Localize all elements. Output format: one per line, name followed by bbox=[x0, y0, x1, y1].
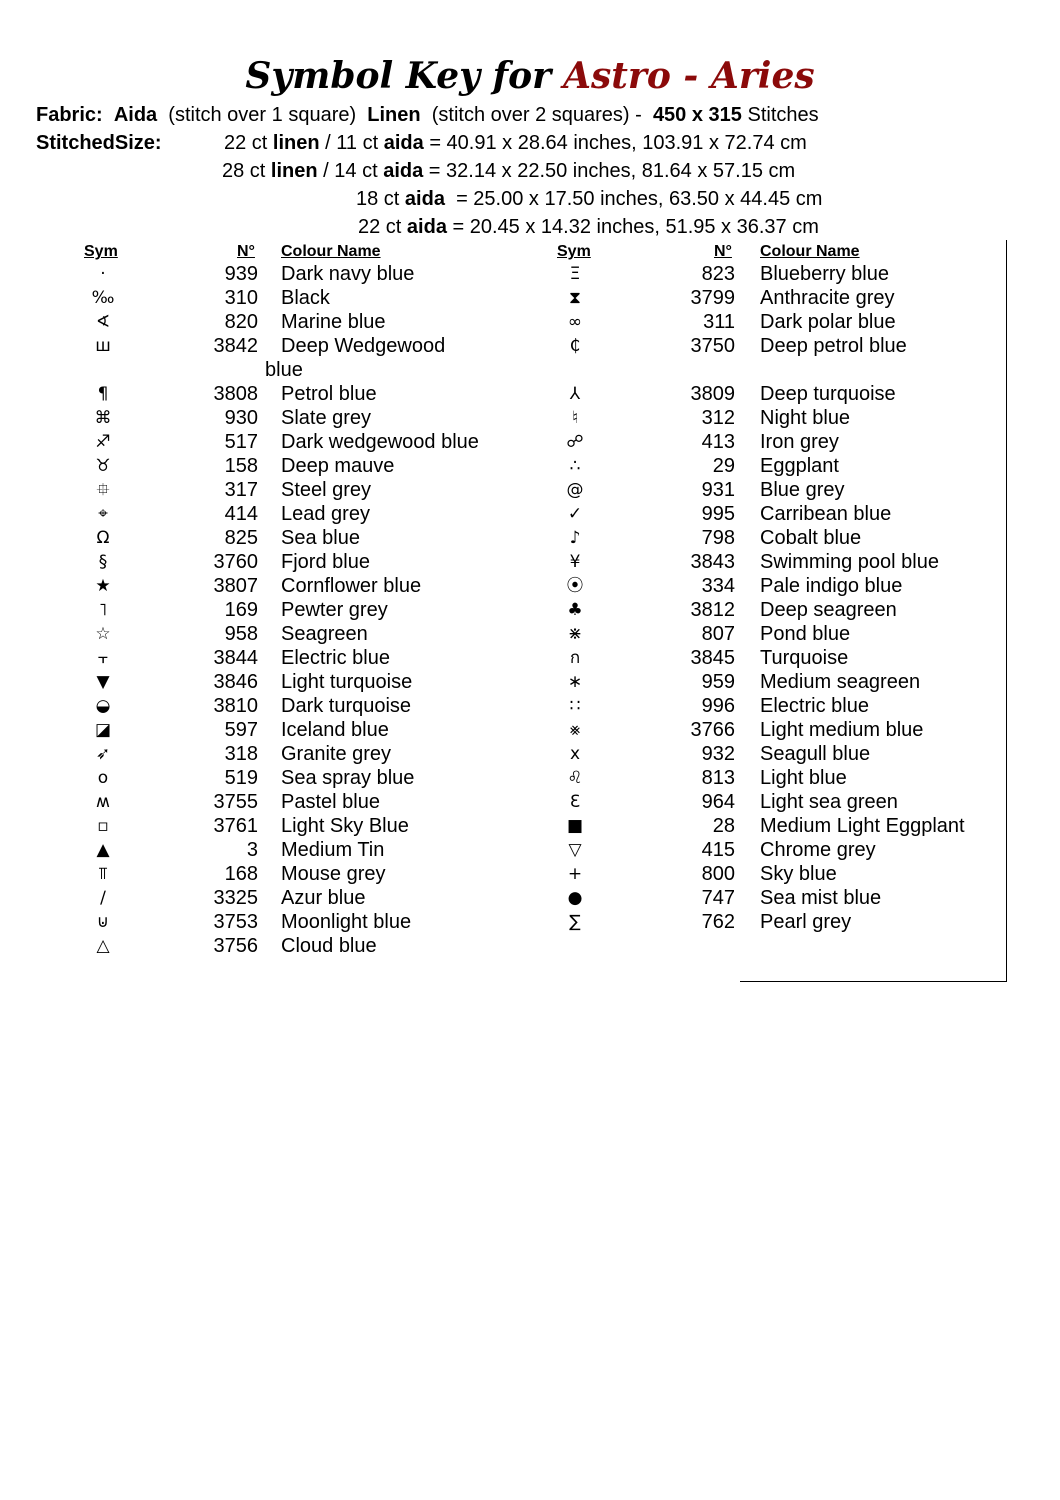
floss-number: 3844 bbox=[213, 647, 258, 669]
symbol-glyph: · bbox=[100, 264, 106, 284]
stitch-count: 450 x 315 bbox=[652, 104, 742, 126]
colour-name: Chrome grey bbox=[760, 839, 876, 861]
symbol-glyph: ⦿ bbox=[566, 576, 584, 596]
floss-number: 762 bbox=[701, 911, 735, 933]
floss-number: 3325 bbox=[213, 887, 258, 909]
stitched-size-line-3: 18 ct aida = 25.00 x 17.50 inches, 63.50 x 44.45 cm bbox=[356, 188, 823, 210]
colour-name: Marine blue bbox=[281, 311, 386, 333]
floss-number: 930 bbox=[224, 407, 258, 429]
floss-number: 3807 bbox=[213, 575, 258, 597]
colour-name: Granite grey bbox=[281, 743, 392, 765]
colour-name: Sea spray blue bbox=[281, 767, 415, 789]
colour-name: Electric blue bbox=[760, 695, 869, 717]
symbol-glyph: ⯐ bbox=[96, 480, 110, 500]
colour-name: Light turquoise bbox=[281, 671, 413, 693]
symbol-glyph: ♉ bbox=[95, 456, 111, 476]
header-name-right: Colour Name bbox=[760, 243, 860, 260]
floss-number: 334 bbox=[701, 575, 735, 597]
floss-number: 3845 bbox=[690, 647, 735, 669]
symbol-glyph: ∢ bbox=[95, 312, 111, 332]
symbol-glyph: ♪ bbox=[569, 528, 581, 548]
header-sym-left: Sym bbox=[84, 243, 118, 260]
colour-name: Medium Tin bbox=[281, 839, 385, 861]
symbol-glyph: ∴ bbox=[569, 456, 581, 476]
colour-name: Mouse grey bbox=[281, 863, 386, 885]
floss-number: 3799 bbox=[690, 287, 735, 309]
floss-number: 995 bbox=[701, 503, 735, 525]
header-name-left: Colour Name bbox=[281, 243, 381, 260]
symbol-glyph: ☍ bbox=[566, 432, 584, 452]
colour-name: Eggplant bbox=[760, 455, 839, 477]
border-line-horizontal bbox=[740, 981, 1007, 982]
symbol-glyph: ➶ bbox=[95, 744, 111, 764]
symbol-glyph: ♐ bbox=[95, 432, 111, 452]
symbol-glyph: Ɛ bbox=[569, 792, 581, 812]
stitched-size-line-2: 28 ct linen / 14 ct aida = 32.14 x 22.50 inches, 81.64 x 57.15 cm bbox=[222, 160, 796, 182]
floss-number: 3753 bbox=[213, 911, 258, 933]
floss-number: 3842 bbox=[213, 335, 258, 357]
floss-number: 996 bbox=[701, 695, 735, 717]
symbol-glyph: ʍ bbox=[96, 792, 110, 812]
floss-number: 169 bbox=[224, 599, 258, 621]
symbol-glyph: + bbox=[567, 864, 583, 884]
colour-name: Lead grey bbox=[281, 503, 370, 525]
page-title bbox=[0, 50, 1060, 102]
floss-number: 800 bbox=[701, 863, 735, 885]
floss-number: 964 bbox=[701, 791, 735, 813]
floss-number: 3843 bbox=[690, 551, 735, 573]
floss-number: 3760 bbox=[213, 551, 258, 573]
floss-number: 415 bbox=[701, 839, 735, 861]
colour-name: Moonlight blue bbox=[281, 911, 412, 933]
colour-name: Anthracite grey bbox=[760, 287, 895, 309]
colour-name: Iceland blue bbox=[281, 719, 389, 741]
floss-number: 158 bbox=[224, 455, 258, 477]
colour-name: Steel grey bbox=[281, 479, 372, 501]
symbol-glyph: ˥ bbox=[98, 600, 108, 620]
symbol-glyph: o bbox=[97, 768, 109, 788]
symbol-glyph: § bbox=[98, 552, 108, 572]
colour-name: Iron grey bbox=[760, 431, 839, 453]
colour-name: Light Sky Blue bbox=[281, 815, 409, 837]
symbol-glyph: ♌ bbox=[567, 768, 583, 788]
stitches-word: Stitches bbox=[747, 104, 819, 126]
symbol-glyph: ⊍ bbox=[96, 912, 110, 932]
floss-number: 29 bbox=[712, 455, 735, 477]
colour-name: Dark wedgewood blue bbox=[281, 431, 479, 453]
symbol-glyph: ⨳ bbox=[569, 720, 581, 740]
colour-name: Dark turquoise bbox=[281, 695, 412, 717]
colour-name: Black bbox=[281, 287, 330, 309]
symbol-glyph: ∕ bbox=[100, 888, 106, 908]
floss-number: 932 bbox=[701, 743, 735, 765]
header-num-right: N° bbox=[714, 243, 732, 260]
symbol-glyph: ◪ bbox=[94, 720, 112, 740]
fabric-linen-note: (stitch over 2 squares) - bbox=[431, 104, 642, 126]
symbol-glyph: ⧗ bbox=[569, 288, 581, 308]
symbol-glyph: ⫪ bbox=[98, 864, 108, 884]
symbol-glyph: ∷ bbox=[569, 696, 581, 716]
floss-number: 959 bbox=[701, 671, 735, 693]
colour-name: Seagreen bbox=[281, 623, 368, 645]
floss-number: 28 bbox=[712, 815, 735, 837]
colour-name: Pearl grey bbox=[760, 911, 852, 933]
floss-number: 823 bbox=[701, 263, 735, 285]
symbol-glyph: ✓ bbox=[567, 504, 583, 524]
floss-number: 747 bbox=[701, 887, 735, 909]
symbol-glyph: ▫ bbox=[97, 816, 109, 836]
floss-number: 413 bbox=[701, 431, 735, 453]
symbol-glyph: ₵ bbox=[569, 336, 581, 356]
floss-number: 597 bbox=[224, 719, 258, 741]
symbol-glyph: ★ bbox=[95, 576, 111, 596]
colour-name: Fjord blue bbox=[281, 551, 370, 573]
floss-number: 939 bbox=[224, 263, 258, 285]
colour-name: Turquoise bbox=[760, 647, 849, 669]
symbol-glyph: △ bbox=[96, 936, 110, 956]
symbol-glyph: ⋇ bbox=[567, 624, 583, 644]
stitched-size-label: StitchedSize: bbox=[36, 132, 162, 154]
colour-name: Blue grey bbox=[760, 479, 845, 501]
colour-name: Electric blue bbox=[281, 647, 390, 669]
symbol-glyph: ♮ bbox=[571, 408, 579, 428]
colour-name: Pewter grey bbox=[281, 599, 388, 621]
colour-name: Deep Wedgewood blue bbox=[265, 335, 446, 381]
symbol-glyph: ∑ bbox=[569, 912, 581, 932]
colour-name: Cloud blue bbox=[281, 935, 377, 957]
symbol-glyph: x bbox=[569, 744, 581, 764]
symbol-glyph: ▲ bbox=[96, 840, 110, 860]
symbol-glyph: @ bbox=[566, 480, 584, 500]
symbol-glyph: ¶ bbox=[97, 384, 109, 404]
symbol-glyph: ▼ bbox=[96, 672, 110, 692]
colour-name: Sea mist blue bbox=[760, 887, 882, 909]
colour-name: Dark polar blue bbox=[760, 311, 896, 333]
symbol-glyph: ¥ bbox=[569, 552, 581, 572]
floss-number: 312 bbox=[701, 407, 735, 429]
stitched-size-line-1: 22 ct linen / 11 ct aida = 40.91 x 28.64 inches, 103.91 x 72.74 cm bbox=[224, 132, 807, 154]
colour-name: Medium seagreen bbox=[760, 671, 921, 693]
title-prefix: Symbol Key for bbox=[245, 55, 552, 97]
colour-name: Dark navy blue bbox=[281, 263, 415, 285]
floss-number: 825 bbox=[224, 527, 258, 549]
header-sym-right: Sym bbox=[557, 243, 591, 260]
colour-name: Medium Light Eggplant bbox=[760, 815, 965, 837]
symbol-glyph: Ξ bbox=[569, 264, 581, 284]
symbol-glyph: Ω bbox=[96, 528, 110, 548]
colour-name: Deep turquoise bbox=[760, 383, 896, 405]
fabric-label: Fabric: bbox=[36, 104, 103, 126]
colour-name: Sea blue bbox=[281, 527, 360, 549]
floss-number: 807 bbox=[701, 623, 735, 645]
colour-name: Blueberry blue bbox=[760, 263, 889, 285]
symbol-glyph: ∗ bbox=[567, 672, 583, 692]
fabric-line bbox=[36, 101, 819, 129]
floss-number: 311 bbox=[703, 311, 735, 333]
colour-name: Cornflower blue bbox=[281, 575, 422, 597]
colour-name: Deep petrol blue bbox=[760, 335, 907, 357]
symbol-glyph: ⌖ bbox=[98, 504, 108, 524]
colour-name: Swimming pool blue bbox=[760, 551, 939, 573]
floss-number: 958 bbox=[224, 623, 258, 645]
symbol-glyph: ■ bbox=[566, 816, 584, 836]
colour-name: Light medium blue bbox=[760, 719, 924, 741]
colour-name: Light blue bbox=[760, 767, 847, 789]
floss-number: 3 bbox=[246, 839, 258, 861]
symbol-glyph: ∞ bbox=[567, 312, 583, 332]
title-pattern-name: Astro - Aries bbox=[563, 55, 815, 97]
fabric-aida: Aida bbox=[113, 104, 158, 126]
colour-name: Deep seagreen bbox=[760, 599, 897, 621]
floss-number: 3761 bbox=[213, 815, 258, 837]
floss-number: 820 bbox=[224, 311, 258, 333]
colour-name: Carribean blue bbox=[760, 503, 892, 525]
floss-number: 3810 bbox=[213, 695, 258, 717]
floss-number: 3846 bbox=[213, 671, 258, 693]
floss-number: 3756 bbox=[213, 935, 258, 957]
floss-number: 519 bbox=[224, 767, 258, 789]
symbol-glyph: ш bbox=[95, 336, 111, 356]
header-num-left: N° bbox=[237, 243, 255, 260]
floss-number: 414 bbox=[224, 503, 258, 525]
symbol-glyph: ◒ bbox=[95, 696, 111, 716]
colour-name: Deep mauve bbox=[281, 455, 395, 477]
colour-name: Night blue bbox=[760, 407, 851, 429]
symbol-glyph: ก bbox=[569, 648, 581, 668]
floss-number: 3750 bbox=[690, 335, 735, 357]
symbol-glyph: ‰ bbox=[91, 288, 115, 308]
floss-number: 310 bbox=[224, 287, 258, 309]
floss-number: 168 bbox=[224, 863, 258, 885]
floss-number: 813 bbox=[701, 767, 735, 789]
colour-name: Pastel blue bbox=[281, 791, 380, 813]
floss-number: 931 bbox=[701, 479, 735, 501]
symbol-glyph: ▽ bbox=[568, 840, 582, 860]
colour-name: Cobalt blue bbox=[760, 527, 862, 549]
floss-number: 318 bbox=[224, 743, 258, 765]
floss-number: 798 bbox=[701, 527, 735, 549]
symbol-glyph: ♣ bbox=[567, 600, 583, 620]
symbol-glyph: ● bbox=[567, 888, 583, 908]
symbol-glyph: ⅄ bbox=[569, 384, 581, 404]
floss-number: 3755 bbox=[213, 791, 258, 813]
colour-name: Slate grey bbox=[281, 407, 372, 429]
fabric-linen: Linen bbox=[367, 104, 421, 126]
floss-number: 517 bbox=[224, 431, 258, 453]
colour-name: Pond blue bbox=[760, 623, 851, 645]
stitched-size-line-4: 22 ct aida = 20.45 x 14.32 inches, 51.95 x 36.37 cm bbox=[358, 216, 819, 238]
floss-number: 3808 bbox=[213, 383, 258, 405]
colour-name: Petrol blue bbox=[281, 383, 377, 405]
fabric-aida-note: (stitch over 1 square) bbox=[168, 104, 357, 126]
floss-number: 3812 bbox=[690, 599, 735, 621]
colour-name: Seagull blue bbox=[760, 743, 871, 765]
symbol-glyph: ⫟ bbox=[97, 648, 109, 668]
colour-name: Sky blue bbox=[760, 863, 837, 885]
colour-name: Pale indigo blue bbox=[760, 575, 903, 597]
border-line-vertical bbox=[1006, 240, 1007, 982]
symbol-glyph: ⌘ bbox=[94, 408, 112, 428]
colour-name: Light sea green bbox=[760, 791, 898, 813]
floss-number: 317 bbox=[224, 479, 258, 501]
floss-number: 3766 bbox=[690, 719, 735, 741]
colour-name: Azur blue bbox=[281, 887, 366, 909]
symbol-glyph: ☆ bbox=[95, 624, 111, 644]
floss-number: 3809 bbox=[690, 383, 735, 405]
